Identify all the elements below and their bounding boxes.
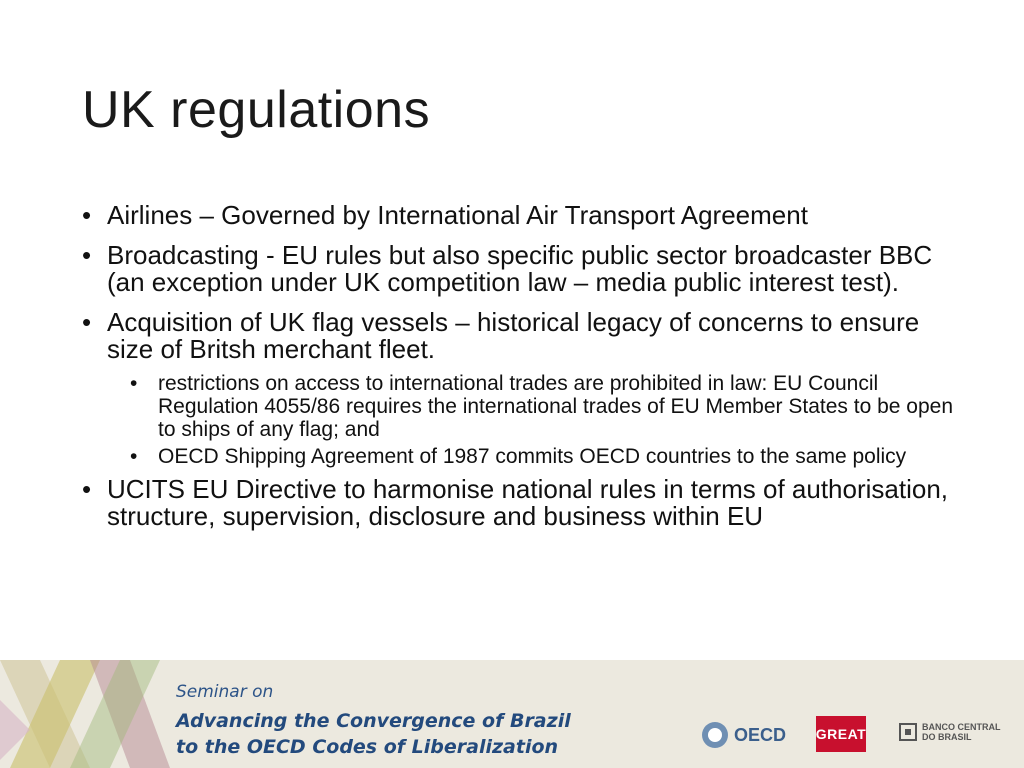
bullet-item <box>80 202 960 229</box>
bullet-marker: • <box>82 200 92 230</box>
bullet-marker: • <box>82 240 92 270</box>
seminar-label: Seminar on <box>176 682 274 702</box>
decorative-pattern-icon <box>0 660 170 768</box>
footer-banner <box>0 660 1024 768</box>
bullet-item <box>80 476 960 530</box>
bullet-text: Airlines – Governed by International Air Transport Agreement <box>107 200 808 230</box>
bullet-text: UCITS EU Directive to harmonise national rules in terms of authorisation, structure, supervision, disclosure and business within EU <box>107 474 949 531</box>
oecd-globe-icon <box>700 720 730 750</box>
slide-title: UK regulations <box>82 81 431 139</box>
great-wordmark: GREAT <box>815 726 867 742</box>
sub-bullet-text: OECD Shipping Agreement of 1987 commits OECD countries to the same policy <box>158 445 907 468</box>
banco-central-logo <box>898 722 1002 742</box>
sub-bullet-item <box>80 372 960 441</box>
seminar-title-line2: to the OECD Codes of Liberalization <box>176 736 559 758</box>
banco-central-wordmark: BANCO CENTRAL DO BRASIL <box>922 722 1001 742</box>
bullet-marker: • <box>130 445 138 468</box>
bullet-item <box>80 309 960 363</box>
bullet-marker: • <box>82 474 92 504</box>
great-campaign-logo <box>816 716 866 752</box>
bullet-text: Broadcasting - EU rules but also specific public sector broadcaster BBC (an exception under UK competition law – media public interest test). <box>107 240 933 297</box>
seminar-title <box>176 682 571 760</box>
bullet-text: Acquisition of UK flag vessels – historical legacy of concerns to ensure size of Britsh merchant fleet. <box>107 307 920 364</box>
oecd-logo <box>700 720 786 750</box>
bullet-item <box>80 242 960 296</box>
sub-bullet-text: restrictions on access to international trades are prohibited in law: EU Council Regulation 4055/86 requires the international trades of EU Member States to be open to ships of any flag; and <box>158 372 953 441</box>
sub-bullet-item <box>80 445 960 468</box>
bullet-marker: • <box>130 372 138 395</box>
seminar-title-line1: Advancing the Convergence of Brazil <box>176 710 571 732</box>
oecd-wordmark: OECD <box>734 724 787 745</box>
bullet-marker: • <box>82 307 92 337</box>
banco-central-emblem-icon <box>898 722 918 742</box>
slide-content <box>80 202 960 543</box>
